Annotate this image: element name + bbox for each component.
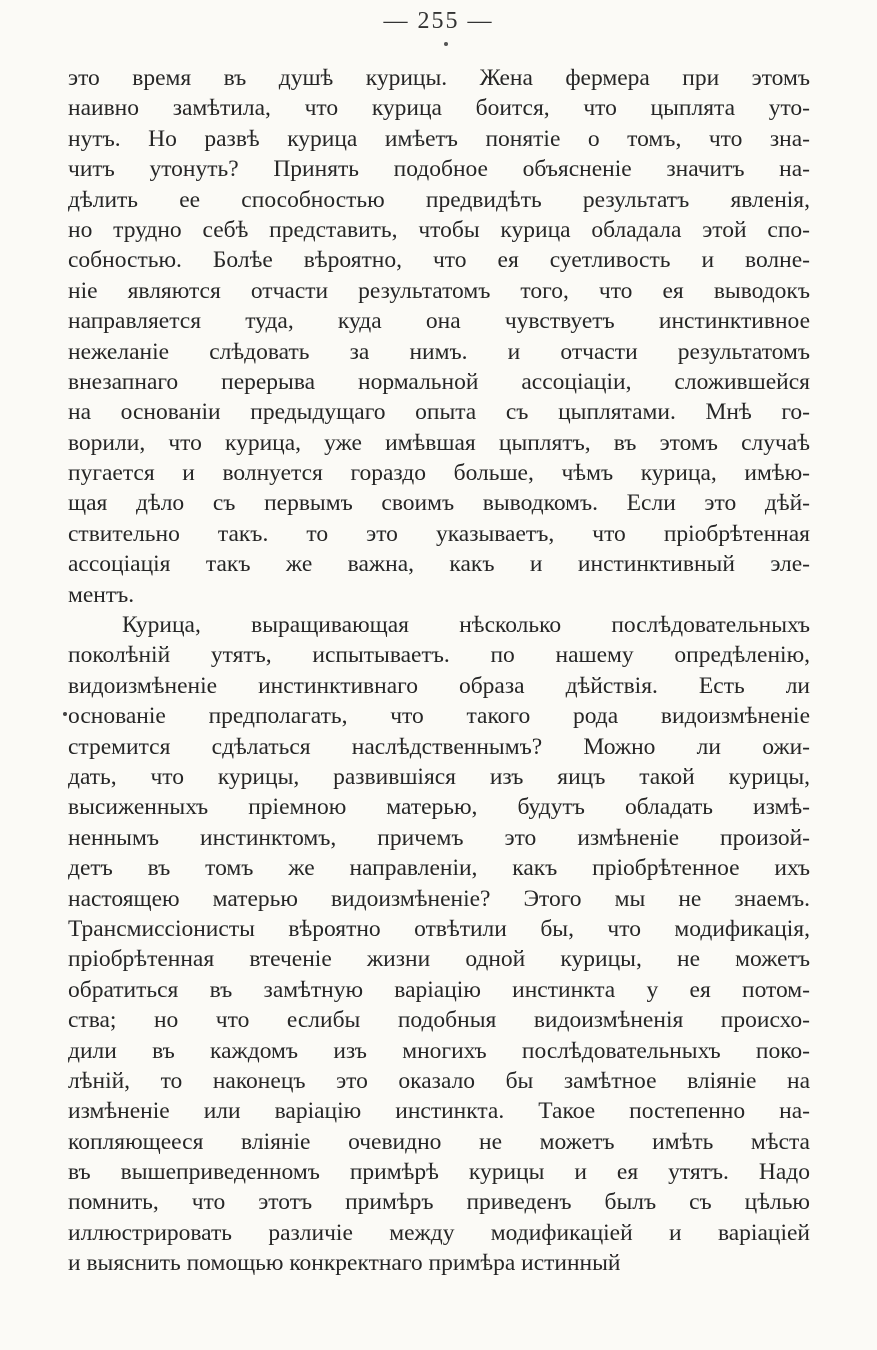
text-line: щая дѣло съ первымъ своимъ выводкомъ. Если это дѣй-: [68, 490, 810, 517]
text-line: дѣлить ее способностью предвидѣть результатъ явленія,: [68, 186, 810, 213]
text-line: на основаніи предыдущаго опыта съ цыплятами. Мнѣ го-: [68, 399, 810, 426]
text-line: обратиться въ замѣтную варіацію инстинкта у ея потом-: [68, 976, 810, 1003]
margin-mark: [63, 712, 67, 716]
paragraph: [68, 610, 810, 1279]
text-line: высиженныхъ пріемною матерью, будутъ обладать измѣ-: [68, 794, 810, 821]
text-line: лѣній, то наконецъ это оказало бы замѣтное вліяніе на: [68, 1067, 810, 1094]
text-line: копляющееся вліяніе очевидно не можетъ имѣть мѣста: [68, 1128, 810, 1155]
body-text: [68, 63, 810, 1279]
text-line: ства; но что еслибы подобныя видоизмѣненія происхо-: [68, 1007, 810, 1034]
text-line: ствительно такъ. то это указываетъ, что пріобрѣтенная: [68, 520, 810, 547]
text-line: основаніе предполагать, что такого рода видоизмѣненіе: [68, 703, 810, 730]
text-line: пугается и волнуется гораздо больше, чѣмъ курица, имѣю-: [68, 460, 810, 487]
print-speck: [444, 42, 448, 46]
text-line: поколѣній утятъ, испытываетъ. по нашему опредѣленію,: [68, 642, 810, 669]
text-line: дили въ каждомъ изъ многихъ послѣдовательныхъ поко-: [68, 1037, 810, 1064]
text-line: ассоціація такъ же важна, какъ и инстинктивный эле-: [68, 551, 810, 578]
text-line: направляется туда, куда она чувствуетъ инстинктивное: [68, 308, 810, 335]
text-line: Курица, выращивающая нѣсколько послѣдовательныхъ: [122, 612, 810, 639]
text-line: иллюстрировать различіе между модификаціей и варіаціей: [68, 1219, 810, 1246]
text-line: нежеланіе слѣдовать за нимъ. и отчасти результатомъ: [68, 338, 810, 365]
text-line: неннымъ инстинктомъ, причемъ это измѣненіе произой-: [68, 824, 810, 851]
text-line: собностью. Болѣе вѣроятно, что ея суетливость и волне-: [68, 247, 810, 274]
text-line: наивно замѣтила, что курица боится, что цыплята уто-: [68, 95, 810, 122]
text-line: нутъ. Но развѣ курица имѣетъ понятіе о томъ, что зна-: [68, 125, 810, 152]
text-line: ворили, что курица, уже имѣвшая цыплятъ, въ этомъ случаѣ: [68, 429, 810, 456]
text-line: читъ утонуть? Принять подобное объясненіе значитъ на-: [68, 156, 810, 183]
page-number: — 255 —: [383, 8, 494, 34]
text-line: видоизмѣненіе инстинктивнаго образа дѣйствія. Есть ли: [68, 672, 810, 699]
text-line: ментъ.: [68, 581, 135, 608]
text-line: помнить, что этотъ примѣръ приведенъ былъ съ цѣлью: [68, 1189, 810, 1216]
text-line: стремится сдѣлаться наслѣдственнымъ? Можно ли ожи-: [68, 733, 810, 760]
text-line: внезапнаго перерыва нормальной ассоціаціи, сложившейся: [68, 368, 810, 395]
text-line: и выяснить помощью конкректнаго примѣра истинный: [68, 1250, 621, 1277]
text-line: настоящею матерью видоизмѣненіе? Этого мы не знаемъ.: [68, 885, 810, 912]
text-line: въ вышеприведенномъ примѣрѣ курицы и ея утятъ. Надо: [68, 1159, 810, 1186]
text-line: но трудно себѣ представить, чтобы курица обладала этой спо-: [68, 216, 810, 243]
text-line: пріобрѣтенная втеченіе жизни одной курицы, не можетъ: [68, 946, 810, 973]
text-line: измѣненіе или варіацію инстинкта. Такое постепенно на-: [68, 1098, 810, 1125]
text-line: дать, что курицы, развившіяся изъ яицъ такой курицы,: [68, 763, 810, 790]
text-line: это время въ душѣ курицы. Жена фермера при этомъ: [68, 65, 810, 91]
text-line: детъ въ томъ же направленіи, какъ пріобрѣтенное ихъ: [68, 855, 810, 882]
paragraph: [68, 63, 810, 610]
text-line: ніе являются отчасти результатомъ того, что ея выводокъ: [68, 277, 810, 304]
text-line: Трансмиссіонисты вѣроятно отвѣтили бы, что модификація,: [68, 915, 810, 942]
